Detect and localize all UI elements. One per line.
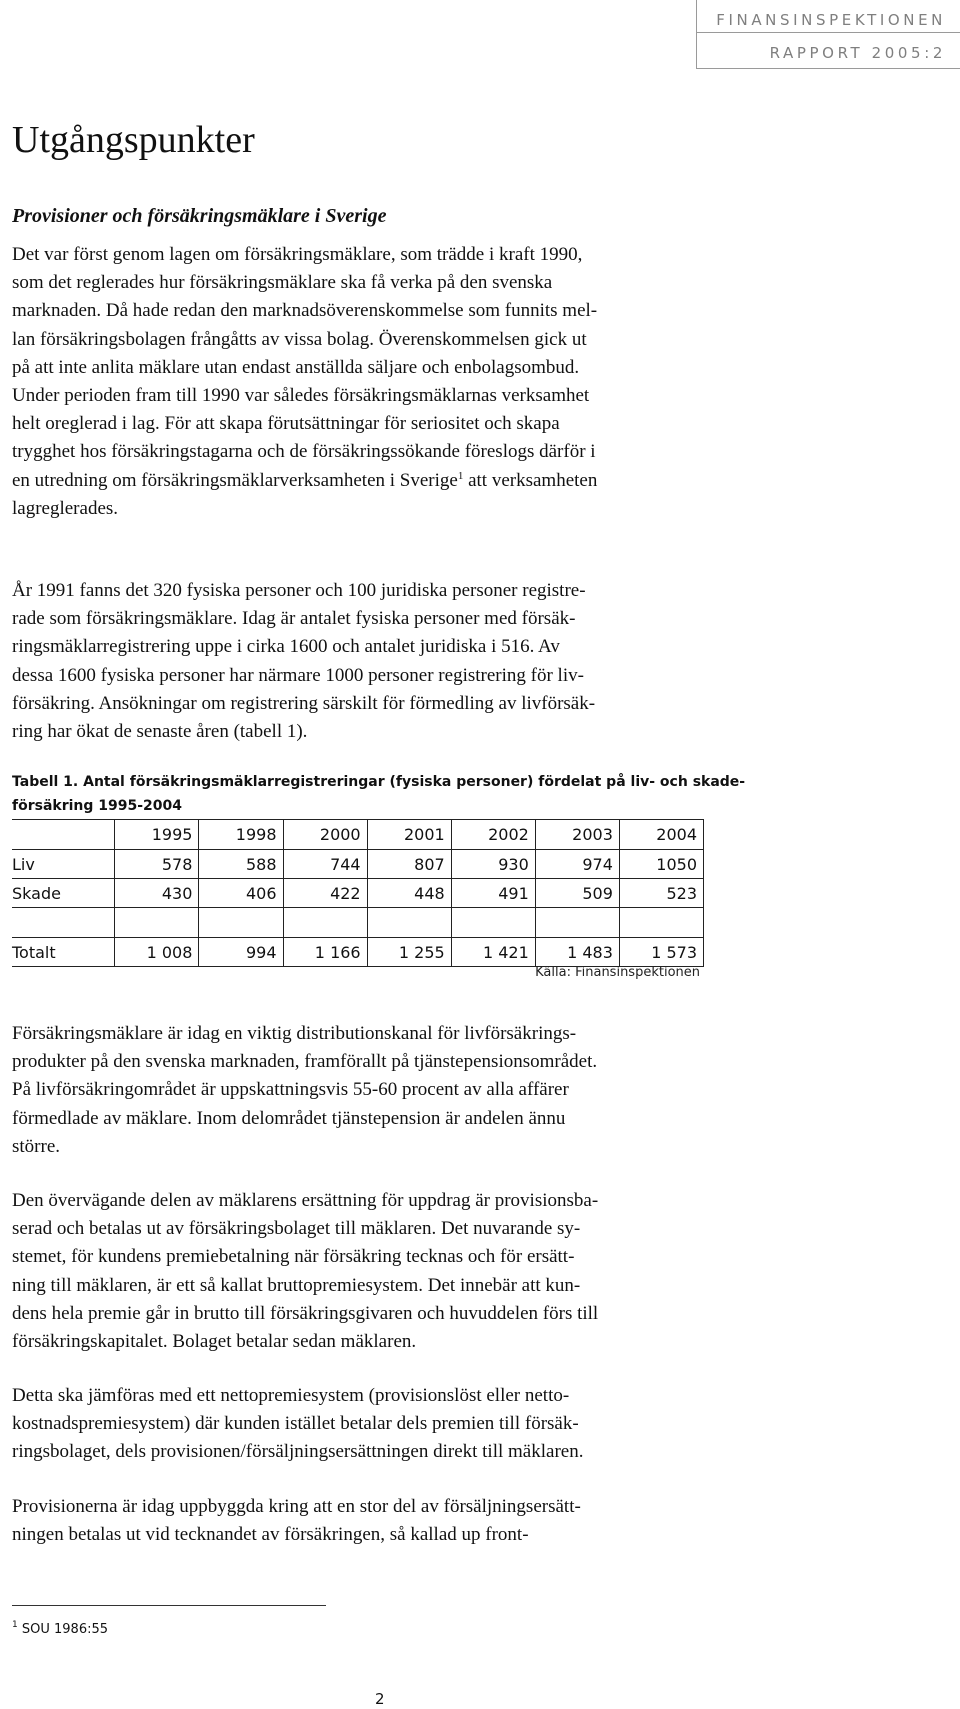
year-header: 2002 [451,820,535,850]
paragraph-5 [12,1382,772,1467]
spacer-cell [619,908,703,938]
table-cell: 430 [115,879,199,908]
table-spacer-row [12,908,704,938]
text-line: stemet, för kundens premiebetalning när försäkring tecknas och för ersätt- [12,1246,575,1268]
text-line: rade som försäkringsmäklare. Idag är antalet fysiska personer med försäk- [12,608,576,630]
header-report: RAPPORT 2005:2 [696,33,960,69]
page-title: Utgångspunkter [12,119,255,161]
text-line: År 1991 fanns det 320 fysiska personer och 100 juridiska personer registre- [12,580,586,601]
table-cell: 1 166 [283,938,367,967]
table-cell: 1 008 [115,938,199,967]
footnote [12,1622,108,1637]
text-line: serad och betalas ut av försäkringsbolaget till mäklaren. Det nuvarande sy- [12,1218,581,1240]
footnote-text: SOU 1986:55 [21,1622,109,1637]
text-segment: att verksamheten [463,469,598,491]
text-line: kostnadspremiesystem) där kunden istället betalar dels premien till försäk- [12,1413,579,1435]
table-row [12,879,704,908]
table-cell: 1050 [619,850,703,879]
table-source: Källa: Finansinspektionen [535,965,700,980]
text-line [12,467,772,495]
spacer-cell [12,908,115,938]
text-line: Provisionerna är idag uppbyggda kring att en stor del av försäljningsersätt- [12,1496,581,1517]
report-header [696,0,960,70]
text-line: som det reglerades hur försäkringsmäklare ska få verka på den svenska [12,272,553,294]
caption-line: försäkring 1995-2004 [12,798,183,814]
footnote-divider [12,1605,326,1606]
table-cell: 1 483 [535,938,619,967]
paragraph-6 [12,1493,772,1549]
table-cell: 744 [283,850,367,879]
table-cell: 1 421 [451,938,535,967]
table-cell: 448 [367,879,451,908]
table-cell: 1 573 [619,938,703,967]
text-line: dessa 1600 fysiska personer har närmare 1000 personer registrering för liv- [12,664,584,686]
text-line: Försäkringsmäklare är idag en viktig distributionskanal för livförsäkrings- [12,1023,577,1044]
paragraph-1 [12,241,772,523]
table-cell: 491 [451,879,535,908]
text-line: försäkringskapitalet. Bolaget betalar sedan mäklaren. [12,1331,417,1353]
spacer-cell [115,908,199,938]
paragraph-4 [12,1187,772,1356]
text-line: Den övervägande delen av mäklarens ersättning för uppdrag är provisionsba- [12,1190,599,1211]
table-cell: 588 [199,850,283,879]
header-org: FINANSINSPEKTIONEN [696,0,960,33]
year-header: 2003 [535,820,619,850]
row-label: Liv [12,850,115,879]
text-line: trygghet hos försäkringstagarna och de försäkringssökande föreslogs därför i [12,441,596,463]
text-line: helt oreglerad i lag. För att skapa förutsättningar för seriositet och skapa [12,413,560,435]
paragraph-3 [12,1020,772,1161]
text-line: ning till mäklaren, är ett så kallat bruttopremiesystem. Det innebär att kun- [12,1274,581,1296]
text-line: större. [12,1135,61,1157]
text-segment: en utredning om försäkringsmäklarverksamheten i Sverige [12,469,458,491]
page-number: 2 [375,1690,385,1708]
registrations-table [12,819,704,967]
table-total-row [12,938,704,967]
section-subtitle: Provisioner och försäkringsmäklare i Sverige [12,205,387,227]
spacer-cell [367,908,451,938]
spacer-cell [199,908,283,938]
text-line: produkter på den svenska marknaden, framförallt på tjänstepensionsområdet. [12,1051,598,1073]
text-line: lan försäkringsbolagen frångåtts av vissa bolag. Överenskommelsen gick ut [12,328,587,350]
table-cell: 422 [283,879,367,908]
text-line: Under perioden fram till 1990 var således försäkringsmäklarnas verksamhet [12,385,590,407]
text-line: På livförsäkringområdet är uppskattningsvis 55-60 procent av alla affärer [12,1079,569,1101]
footnote-reference[interactable]: 1 [457,469,464,482]
text-line: marknaden. Då hade redan den marknadsöverenskommelse som funnits mel- [12,300,598,322]
year-header: 1998 [199,820,283,850]
spacer-cell [535,908,619,938]
text-line: ringsmäklarregistrering uppe i cirka 1600 och antalet juridiska i 516. Av [12,636,560,658]
spacer-cell [451,908,535,938]
spacer-cell [283,908,367,938]
year-header: 2000 [283,820,367,850]
text-line: försäkring. Ansökningar om registrering särskilt för förmedling av livförsäk- [12,692,596,714]
table-cell: 1 255 [367,938,451,967]
text-line: Det var först genom lagen om försäkringsmäklare, som trädde i kraft 1990, [12,244,583,265]
table-cell: 406 [199,879,283,908]
text-line: dens hela premie går in brutto till försäkringsgivaren och huvuddelen förs till [12,1302,599,1324]
text-line: ringsbolaget, dels provisionen/försäljningsersättningen direkt till mäklaren. [12,1441,584,1463]
text-line: ningen betalas ut vid tecknandet av försäkringen, så kallad up front- [12,1524,529,1546]
table-cell: 578 [115,850,199,879]
footnote-mark: 1 [12,1620,18,1630]
row-label: Totalt [12,938,115,967]
paragraph-2 [12,577,772,746]
header-cell-empty [12,820,115,850]
row-label: Skade [12,879,115,908]
text-line: förmedlade av mäklare. Inom delområdet tjänstepension är andelen ännu [12,1107,566,1129]
table-cell: 509 [535,879,619,908]
table-cell: 974 [535,850,619,879]
table-cell: 807 [367,850,451,879]
table-row [12,850,704,879]
table-cell: 994 [199,938,283,967]
text-line: lagreglerades. [12,497,119,519]
table-caption [12,770,745,818]
table-cell: 523 [619,879,703,908]
caption-line: Tabell 1. Antal försäkringsmäklarregistreringar (fysiska personer) fördelat på liv- och skade- [12,774,746,790]
text-line: ring har ökat de senaste åren (tabell 1). [12,721,308,743]
table-cell: 930 [451,850,535,879]
year-header: 2001 [367,820,451,850]
year-header: 2004 [619,820,703,850]
year-header: 1995 [115,820,199,850]
text-line: på att inte anlita mäklare utan endast anställda säljare och enbolagsombud. [12,356,580,378]
text-line: Detta ska jämföras med ett nettopremiesystem (provisionslöst eller netto- [12,1385,570,1406]
table-header-row [12,820,704,850]
